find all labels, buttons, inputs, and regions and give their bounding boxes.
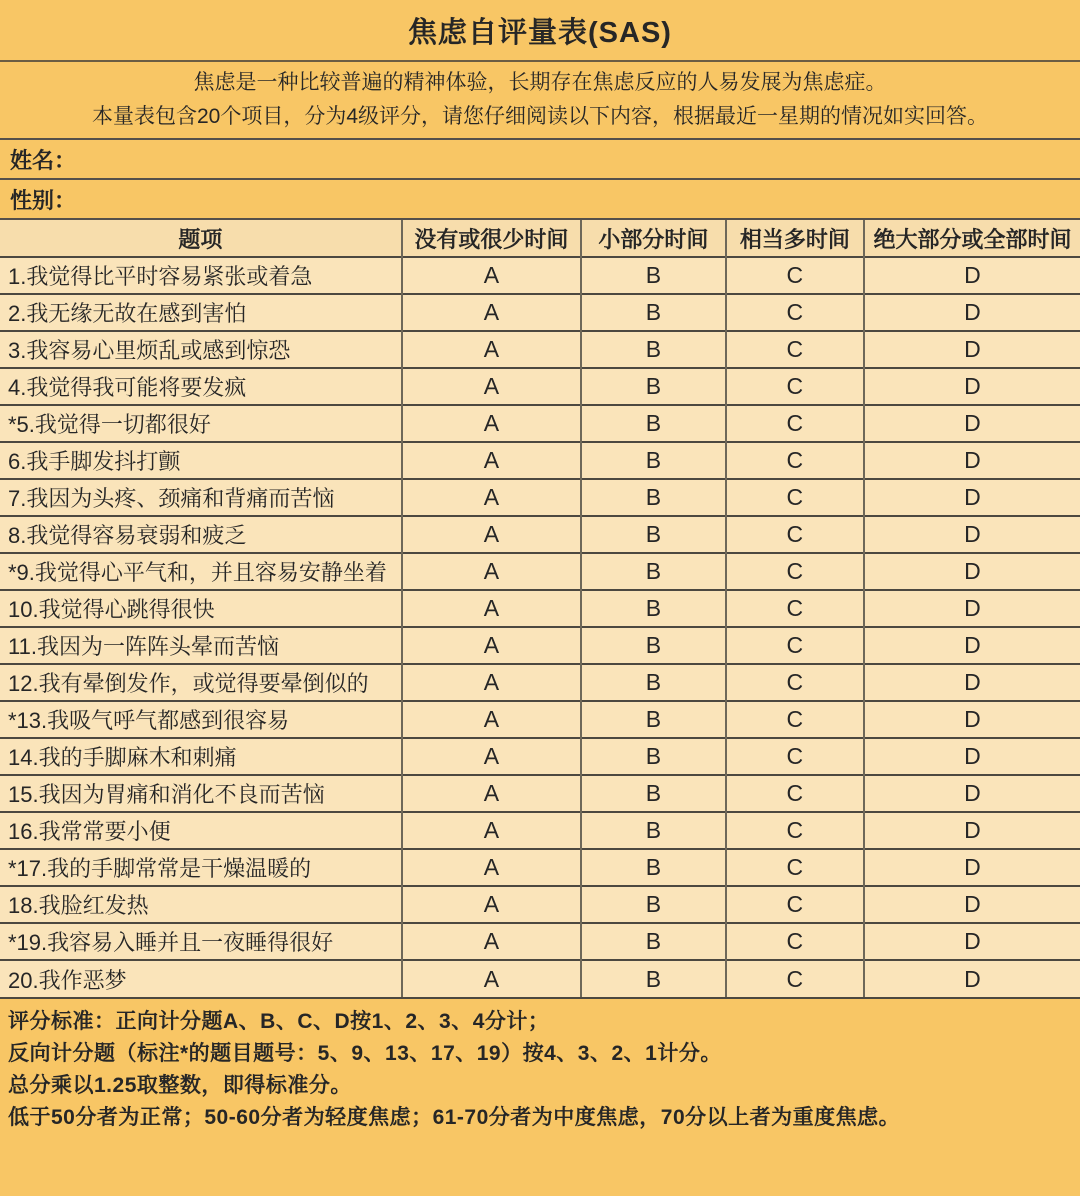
intro-section <box>0 62 1080 140</box>
table-row <box>0 664 1080 701</box>
question-cell: *19.我容易入睡并且一夜睡得很好 <box>0 923 402 960</box>
scoring-note-line-3: 总分乘以1.25取整数，即得标准分。 <box>8 1074 352 1097</box>
table-row <box>0 368 1080 405</box>
question-cell: *9.我觉得心平气和，并且容易安静坐着 <box>0 553 402 590</box>
option-cell-B[interactable]: B <box>581 775 726 812</box>
option-cell-C[interactable]: C <box>726 923 864 960</box>
question-cell: *13.我吸气呼气都感到很容易 <box>0 701 402 738</box>
option-cell-A[interactable]: A <box>402 294 581 331</box>
intro-line-1: 焦虑是一种比较普遍的精神体验，长期存在焦虑反应的人易发展为焦虑症。 <box>193 71 887 94</box>
option-cell-B[interactable]: B <box>581 368 726 405</box>
option-cell-B[interactable]: B <box>581 257 726 294</box>
column-header-0: 题项 <box>0 220 402 257</box>
option-cell-B[interactable]: B <box>581 812 726 849</box>
table-row <box>0 294 1080 331</box>
option-cell-B[interactable]: B <box>581 849 726 886</box>
option-cell-A[interactable]: A <box>402 738 581 775</box>
option-cell-A[interactable]: A <box>402 812 581 849</box>
option-cell-B[interactable]: B <box>581 923 726 960</box>
option-cell-A[interactable]: A <box>402 590 581 627</box>
option-cell-C[interactable]: C <box>726 701 864 738</box>
table-row <box>0 553 1080 590</box>
option-cell-D[interactable]: D <box>864 442 1080 479</box>
question-cell: *17.我的手脚常常是干燥温暖的 <box>0 849 402 886</box>
option-cell-A[interactable]: A <box>402 701 581 738</box>
table-row <box>0 331 1080 368</box>
name-row <box>0 140 1080 180</box>
question-cell: 6.我手脚发抖打颤 <box>0 442 402 479</box>
sas-table-body <box>0 257 1080 997</box>
option-cell-D[interactable]: D <box>864 553 1080 590</box>
option-cell-B[interactable]: B <box>581 627 726 664</box>
option-cell-C[interactable]: C <box>726 294 864 331</box>
option-cell-C[interactable]: C <box>726 516 864 553</box>
table-row <box>0 516 1080 553</box>
option-cell-C[interactable]: C <box>726 886 864 923</box>
table-row <box>0 479 1080 516</box>
option-cell-B[interactable]: B <box>581 886 726 923</box>
option-cell-C[interactable]: C <box>726 775 864 812</box>
option-cell-D[interactable]: D <box>864 405 1080 442</box>
option-cell-D[interactable]: D <box>864 516 1080 553</box>
option-cell-D[interactable]: D <box>864 701 1080 738</box>
question-cell: 4.我觉得我可能将要发疯 <box>0 368 402 405</box>
table-row <box>0 701 1080 738</box>
table-row <box>0 405 1080 442</box>
question-cell: 20.我作恶梦 <box>0 960 402 997</box>
option-cell-B[interactable]: B <box>581 738 726 775</box>
intro-line-2: 本量表包含20个项目，分为4级评分，请您仔细阅读以下内容，根据最近一星期的情况如实回答。 <box>91 105 989 128</box>
column-header-1: 没有或很少时间 <box>402 220 581 257</box>
table-row <box>0 738 1080 775</box>
table-row <box>0 257 1080 294</box>
option-cell-D[interactable]: D <box>864 590 1080 627</box>
option-cell-A[interactable]: A <box>402 479 581 516</box>
table-row <box>0 923 1080 960</box>
table-row <box>0 442 1080 479</box>
question-cell: 1.我觉得比平时容易紧张或着急 <box>0 257 402 294</box>
option-cell-C[interactable]: C <box>726 812 864 849</box>
question-cell: 2.我无缘无故在感到害怕 <box>0 294 402 331</box>
option-cell-B[interactable]: B <box>581 516 726 553</box>
option-cell-B[interactable]: B <box>581 294 726 331</box>
option-cell-C[interactable]: C <box>726 664 864 701</box>
sas-table-header <box>0 220 1080 257</box>
option-cell-B[interactable]: B <box>581 960 726 997</box>
option-cell-D[interactable]: D <box>864 960 1080 997</box>
option-cell-C[interactable]: C <box>726 627 864 664</box>
option-cell-A[interactable]: A <box>402 553 581 590</box>
option-cell-A[interactable]: A <box>402 960 581 997</box>
option-cell-D[interactable]: D <box>864 368 1080 405</box>
option-cell-D[interactable]: D <box>864 738 1080 775</box>
option-cell-D[interactable]: D <box>864 664 1080 701</box>
option-cell-B[interactable]: B <box>581 442 726 479</box>
option-cell-C[interactable]: C <box>726 590 864 627</box>
option-cell-C[interactable]: C <box>726 405 864 442</box>
column-header-3: 相当多时间 <box>726 220 864 257</box>
table-row <box>0 960 1080 997</box>
option-cell-B[interactable]: B <box>581 590 726 627</box>
table-row <box>0 627 1080 664</box>
option-cell-B[interactable]: B <box>581 701 726 738</box>
name-input-area[interactable] <box>76 140 1080 178</box>
option-cell-B[interactable]: B <box>581 479 726 516</box>
table-row <box>0 590 1080 627</box>
option-cell-A[interactable]: A <box>402 368 581 405</box>
option-cell-D[interactable]: D <box>864 479 1080 516</box>
option-cell-B[interactable]: B <box>581 331 726 368</box>
question-cell: 8.我觉得容易衰弱和疲乏 <box>0 516 402 553</box>
option-cell-D[interactable]: D <box>864 886 1080 923</box>
option-cell-A[interactable]: A <box>402 442 581 479</box>
option-cell-C[interactable]: C <box>726 960 864 997</box>
option-cell-A[interactable]: A <box>402 627 581 664</box>
question-cell: 18.我脸红发热 <box>0 886 402 923</box>
option-cell-A[interactable]: A <box>402 849 581 886</box>
option-cell-A[interactable]: A <box>402 516 581 553</box>
table-row <box>0 886 1080 923</box>
option-cell-C[interactable]: C <box>726 257 864 294</box>
question-cell: 11.我因为一阵阵头晕而苦恼 <box>0 627 402 664</box>
option-cell-C[interactable]: C <box>726 738 864 775</box>
question-cell: 3.我容易心里烦乱或感到惊恐 <box>0 331 402 368</box>
option-cell-D[interactable]: D <box>864 849 1080 886</box>
option-cell-B[interactable]: B <box>581 664 726 701</box>
question-cell: 15.我因为胃痛和消化不良而苦恼 <box>0 775 402 812</box>
question-cell: 7.我因为头疼、颈痛和背痛而苦恼 <box>0 479 402 516</box>
table-row <box>0 812 1080 849</box>
page-title: 焦虑自评量表(SAS) <box>408 16 672 49</box>
column-header-2: 小部分时间 <box>581 220 726 257</box>
option-cell-C[interactable]: C <box>726 849 864 886</box>
option-cell-C[interactable]: C <box>726 553 864 590</box>
option-cell-B[interactable]: B <box>581 405 726 442</box>
option-cell-C[interactable]: C <box>726 479 864 516</box>
option-cell-A[interactable]: A <box>402 331 581 368</box>
option-cell-A[interactable]: A <box>402 405 581 442</box>
option-cell-C[interactable]: C <box>726 331 864 368</box>
name-label: 姓名： <box>10 147 77 173</box>
gender-label: 性别： <box>10 187 77 213</box>
question-cell: *5.我觉得一切都很好 <box>0 405 402 442</box>
header-row <box>0 220 1080 257</box>
option-cell-D[interactable]: D <box>864 331 1080 368</box>
option-cell-B[interactable]: B <box>581 553 726 590</box>
option-cell-A[interactable]: A <box>402 664 581 701</box>
column-header-4: 绝大部分或全部时间 <box>864 220 1080 257</box>
sas-table <box>0 220 1080 997</box>
title-bar <box>0 0 1080 62</box>
option-cell-A[interactable]: A <box>402 775 581 812</box>
option-cell-D[interactable]: D <box>864 775 1080 812</box>
option-cell-A[interactable]: A <box>402 257 581 294</box>
option-cell-D[interactable]: D <box>864 294 1080 331</box>
option-cell-D[interactable]: D <box>864 627 1080 664</box>
option-cell-A[interactable]: A <box>402 886 581 923</box>
scoring-note-line-2: 反向计分题（标注*的题目题号：5、9、13、17、19）按4、3、2、1计分。 <box>8 1042 722 1065</box>
option-cell-D[interactable]: D <box>864 812 1080 849</box>
option-cell-C[interactable]: C <box>726 442 864 479</box>
option-cell-A[interactable]: A <box>402 923 581 960</box>
gender-row <box>0 180 1080 220</box>
option-cell-D[interactable]: D <box>864 257 1080 294</box>
scoring-note-line-4: 低于50分者为正常；50-60分者为轻度焦虑；61-70分者为中度焦虑，70分以上者为重度焦虑。 <box>8 1106 901 1129</box>
option-cell-D[interactable]: D <box>864 923 1080 960</box>
question-cell: 16.我常常要小便 <box>0 812 402 849</box>
gender-input-area[interactable] <box>76 180 1080 218</box>
scoring-note-line-1: 评分标准：正向计分题A、B、C、D按1、2、3、4分计； <box>8 1010 550 1033</box>
question-cell: 12.我有晕倒发作，或觉得要晕倒似的 <box>0 664 402 701</box>
option-cell-C[interactable]: C <box>726 368 864 405</box>
scoring-notes <box>0 997 1080 1196</box>
question-cell: 10.我觉得心跳得很快 <box>0 590 402 627</box>
question-cell: 14.我的手脚麻木和刺痛 <box>0 738 402 775</box>
table-row <box>0 775 1080 812</box>
table-row <box>0 849 1080 886</box>
